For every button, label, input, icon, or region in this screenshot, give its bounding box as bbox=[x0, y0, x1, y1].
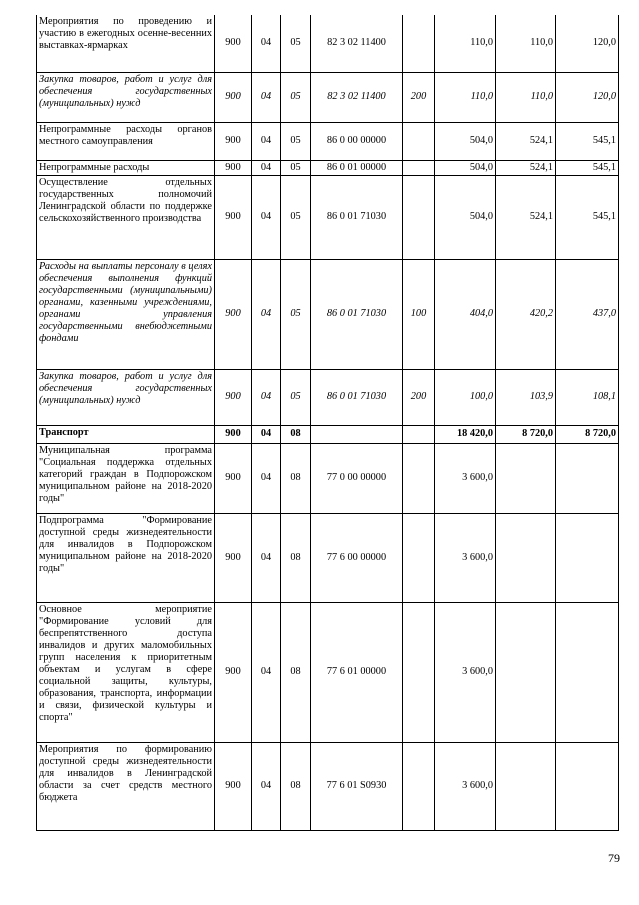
row-subsection-code: 08 bbox=[281, 513, 311, 602]
row-sum-2: 110,0 bbox=[496, 15, 556, 72]
row-admin-code: 900 bbox=[215, 175, 252, 259]
row-sum-3: 545,1 bbox=[556, 122, 619, 160]
table-row bbox=[37, 425, 619, 443]
row-target-article: 86 0 01 71030 bbox=[311, 175, 403, 259]
row-sum-3: 120,0 bbox=[556, 72, 619, 122]
row-expense-type bbox=[403, 602, 435, 742]
table-row bbox=[37, 513, 619, 602]
row-sum-1: 504,0 bbox=[435, 160, 496, 175]
row-sum-1: 3 600,0 bbox=[435, 602, 496, 742]
row-name: Транспорт bbox=[37, 425, 215, 443]
table-row bbox=[37, 742, 619, 830]
row-subsection-code: 05 bbox=[281, 15, 311, 72]
row-name: Непрограммные расходы органов местного самоуправления bbox=[37, 122, 215, 160]
table-row bbox=[37, 259, 619, 369]
row-name: Подпрограмма "Формирование доступной среды жизнедеятельности для инвалидов в Подпорожском муниципальном районе на 2018-2020 годы" bbox=[37, 513, 215, 602]
row-target-article: 77 6 00 00000 bbox=[311, 513, 403, 602]
row-section-code: 04 bbox=[252, 259, 281, 369]
row-subsection-code: 05 bbox=[281, 259, 311, 369]
row-name: Непрограммные расходы bbox=[37, 160, 215, 175]
row-sum-1: 18 420,0 bbox=[435, 425, 496, 443]
row-sum-1: 504,0 bbox=[435, 175, 496, 259]
table-row bbox=[37, 175, 619, 259]
row-sum-2: 524,1 bbox=[496, 160, 556, 175]
row-subsection-code: 05 bbox=[281, 122, 311, 160]
row-target-article: 77 6 01 S0930 bbox=[311, 742, 403, 830]
row-expense-type bbox=[403, 513, 435, 602]
row-expense-type bbox=[403, 122, 435, 160]
table-row bbox=[37, 72, 619, 122]
table-row bbox=[37, 122, 619, 160]
row-name: Мероприятия по проведению и участию в ежегодных осенне-весенних выставках-ярмарках bbox=[37, 15, 215, 72]
row-section-code: 04 bbox=[252, 602, 281, 742]
row-target-article bbox=[311, 425, 403, 443]
row-admin-code: 900 bbox=[215, 72, 252, 122]
row-target-article: 82 3 02 11400 bbox=[311, 15, 403, 72]
row-admin-code: 900 bbox=[215, 369, 252, 425]
table-row bbox=[37, 602, 619, 742]
row-section-code: 04 bbox=[252, 742, 281, 830]
row-target-article: 86 0 01 71030 bbox=[311, 259, 403, 369]
row-section-code: 04 bbox=[252, 175, 281, 259]
row-subsection-code: 08 bbox=[281, 602, 311, 742]
row-target-article: 77 6 01 00000 bbox=[311, 602, 403, 742]
row-sum-1: 3 600,0 bbox=[435, 513, 496, 602]
row-sum-1: 100,0 bbox=[435, 369, 496, 425]
row-section-code: 04 bbox=[252, 513, 281, 602]
row-sum-3: 437,0 bbox=[556, 259, 619, 369]
row-admin-code: 900 bbox=[215, 122, 252, 160]
row-section-code: 04 bbox=[252, 122, 281, 160]
row-section-code: 04 bbox=[252, 160, 281, 175]
row-sum-1: 3 600,0 bbox=[435, 443, 496, 513]
row-admin-code: 900 bbox=[215, 425, 252, 443]
row-expense-type bbox=[403, 443, 435, 513]
row-sum-2 bbox=[496, 513, 556, 602]
row-admin-code: 900 bbox=[215, 602, 252, 742]
row-sum-2 bbox=[496, 443, 556, 513]
row-target-article: 86 0 01 71030 bbox=[311, 369, 403, 425]
row-expense-type bbox=[403, 15, 435, 72]
row-subsection-code: 08 bbox=[281, 742, 311, 830]
row-sum-1: 110,0 bbox=[435, 15, 496, 72]
row-admin-code: 900 bbox=[215, 513, 252, 602]
row-sum-3: 108,1 bbox=[556, 369, 619, 425]
row-target-article: 86 0 01 00000 bbox=[311, 160, 403, 175]
row-admin-code: 900 bbox=[215, 259, 252, 369]
row-sum-2 bbox=[496, 602, 556, 742]
row-sum-2: 110,0 bbox=[496, 72, 556, 122]
row-name: Расходы на выплаты персоналу в целях обеспечения выполнения функций государственными (муниципальными) органами, казенными учреждениями, органами управления государственными внебюджетными фондами bbox=[37, 259, 215, 369]
row-target-article: 77 0 00 00000 bbox=[311, 443, 403, 513]
row-expense-type bbox=[403, 742, 435, 830]
row-sum-2: 8 720,0 bbox=[496, 425, 556, 443]
row-subsection-code: 05 bbox=[281, 175, 311, 259]
row-sum-1: 504,0 bbox=[435, 122, 496, 160]
row-admin-code: 900 bbox=[215, 15, 252, 72]
table-row bbox=[37, 15, 619, 72]
row-sum-3 bbox=[556, 443, 619, 513]
row-sum-1: 3 600,0 bbox=[435, 742, 496, 830]
row-expense-type: 100 bbox=[403, 259, 435, 369]
table-row bbox=[37, 369, 619, 425]
page-number: 79 bbox=[608, 851, 620, 865]
row-sum-2: 103,9 bbox=[496, 369, 556, 425]
row-sum-3 bbox=[556, 513, 619, 602]
row-target-article: 86 0 00 00000 bbox=[311, 122, 403, 160]
row-name: Основное мероприятие "Формирование условий для беспрепятственного доступа инвалидов и других маломобильных групп населения к приоритетным объектам и услугам в сфере социальной защиты, культуры, образования, транспорта, информации и связи, физической культуры и спорта" bbox=[37, 602, 215, 742]
row-expense-type: 200 bbox=[403, 72, 435, 122]
row-subsection-code: 08 bbox=[281, 425, 311, 443]
row-name: Закупка товаров, работ и услуг для обеспечения государственных (муниципальных) нужд bbox=[37, 369, 215, 425]
row-expense-type bbox=[403, 425, 435, 443]
row-sum-1: 404,0 bbox=[435, 259, 496, 369]
row-section-code: 04 bbox=[252, 425, 281, 443]
row-sum-3 bbox=[556, 742, 619, 830]
row-sum-2: 524,1 bbox=[496, 175, 556, 259]
row-section-code: 04 bbox=[252, 443, 281, 513]
row-name: Муниципальная программа "Социальная поддержка отдельных категорий граждан в Подпорожском муниципальном районе на 2018-2020 годы" bbox=[37, 443, 215, 513]
row-target-article: 82 3 02 11400 bbox=[311, 72, 403, 122]
row-section-code: 04 bbox=[252, 15, 281, 72]
row-subsection-code: 08 bbox=[281, 443, 311, 513]
row-sum-3: 8 720,0 bbox=[556, 425, 619, 443]
row-subsection-code: 05 bbox=[281, 160, 311, 175]
row-name: Закупка товаров, работ и услуг для обеспечения государственных (муниципальных) нужд bbox=[37, 72, 215, 122]
row-section-code: 04 bbox=[252, 72, 281, 122]
row-expense-type bbox=[403, 160, 435, 175]
row-sum-2 bbox=[496, 742, 556, 830]
table-row bbox=[37, 160, 619, 175]
row-sum-3: 545,1 bbox=[556, 175, 619, 259]
row-name: Мероприятия по формированию доступной среды жизнедеятельности для инвалидов в Ленинградской области за счет средств местного бюджета bbox=[37, 742, 215, 830]
row-expense-type: 200 bbox=[403, 369, 435, 425]
row-admin-code: 900 bbox=[215, 742, 252, 830]
row-sum-2: 420,2 bbox=[496, 259, 556, 369]
row-expense-type bbox=[403, 175, 435, 259]
row-sum-1: 110,0 bbox=[435, 72, 496, 122]
row-sum-3 bbox=[556, 602, 619, 742]
row-admin-code: 900 bbox=[215, 160, 252, 175]
row-name: Осуществление отдельных государственных полномочий Ленинградской области по поддержке сельскохозяйственного производства bbox=[37, 175, 215, 259]
budget-table bbox=[36, 15, 619, 831]
row-sum-3: 120,0 bbox=[556, 15, 619, 72]
row-sum-3: 545,1 bbox=[556, 160, 619, 175]
row-subsection-code: 05 bbox=[281, 369, 311, 425]
table-row bbox=[37, 443, 619, 513]
row-admin-code: 900 bbox=[215, 443, 252, 513]
row-subsection-code: 05 bbox=[281, 72, 311, 122]
row-sum-2: 524,1 bbox=[496, 122, 556, 160]
row-section-code: 04 bbox=[252, 369, 281, 425]
